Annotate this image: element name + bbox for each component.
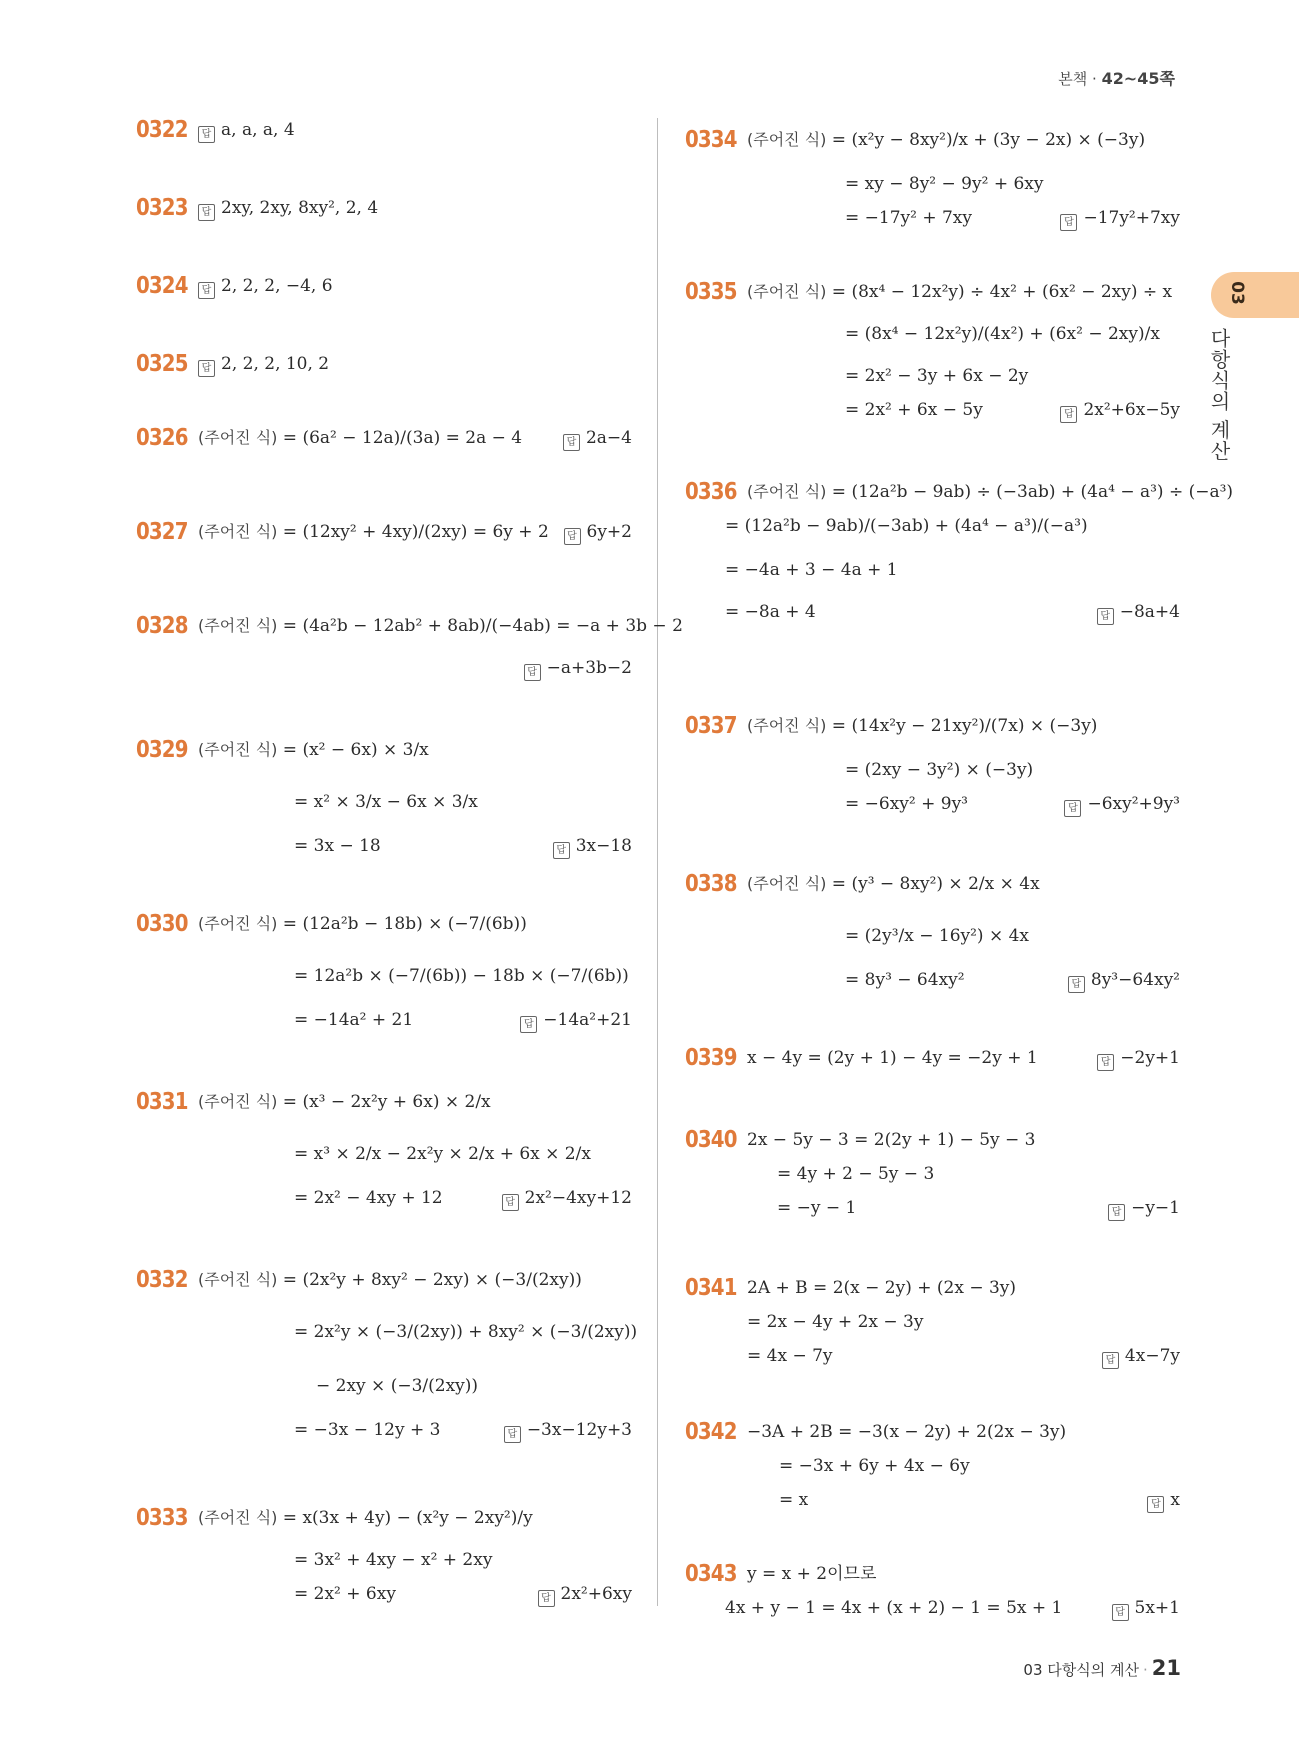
expression-text: = x² × 3/x − 6x × 3/x	[294, 792, 478, 812]
problem-number: 0331	[136, 1089, 188, 1115]
answer-text: −14a²+21	[543, 1010, 632, 1030]
expression-text: = (y³ − 8xy²) × 2/x × 4x	[826, 874, 1040, 894]
solution-line	[198, 1088, 491, 1116]
final-answer	[1102, 1342, 1180, 1370]
problem-number: 0338	[685, 871, 737, 897]
problem-number: 0325	[136, 351, 188, 377]
solution-line	[294, 1006, 413, 1034]
expression-text: y = x + 2이므로	[747, 1564, 877, 1584]
final-answer	[1112, 1594, 1180, 1622]
problem-number: 0323	[136, 195, 188, 221]
expression-text: = −3x − 12y + 3	[294, 1420, 441, 1440]
solution-line	[725, 512, 1088, 540]
solution-line	[294, 1416, 440, 1444]
answer-mark-icon: 답	[564, 528, 581, 545]
problem-number: 0324	[136, 273, 188, 299]
expression-text: = (2x²y + 8xy² − 2xy) × (−3/(2xy))	[277, 1270, 582, 1290]
answer-text: 3x−18	[575, 836, 632, 856]
solution-line	[845, 756, 1033, 784]
final-answer	[520, 1006, 632, 1034]
answer-mark-icon: 답	[538, 1590, 555, 1607]
solution-line	[725, 1594, 1062, 1622]
given-expression-label: (주어진 식)	[198, 428, 278, 447]
given-expression-label: (주어진 식)	[198, 1270, 278, 1289]
solution-line	[294, 962, 629, 990]
answer-mark-icon: 답	[198, 204, 215, 221]
answer-mark-icon: 답	[198, 126, 215, 143]
solution-line	[294, 788, 478, 816]
expression-text: = (4a²b − 12ab² + 8ab)/(−4ab) = −a + 3b − 2	[277, 616, 683, 636]
solution-line	[294, 1580, 396, 1608]
solution-line	[198, 612, 683, 640]
given-expression-label: (주어진 식)	[747, 874, 827, 893]
expression-text: = 4y + 2 − 5y − 3	[777, 1164, 935, 1184]
problem-number: 0327	[136, 519, 188, 545]
given-expression-label: (주어진 식)	[198, 522, 278, 541]
solution-line	[747, 478, 1233, 506]
answer-text: 4x−7y	[1124, 1346, 1180, 1366]
footer-chapter-title: 03 다항식의 계산	[1023, 1661, 1139, 1679]
problem-number: 0335	[685, 279, 737, 305]
expression-text: = −3x + 6y + 4x − 6y	[779, 1456, 970, 1476]
expression-text: = 2x² + 6xy	[294, 1584, 396, 1604]
expression-text: = xy − 8y² − 9y² + 6xy	[845, 174, 1044, 194]
expression-text: = (x³ − 2x²y + 6x) × 2/x	[277, 1092, 491, 1112]
expression-text: = (2xy − 3y²) × (−3y)	[845, 760, 1034, 780]
expression-text: = x	[779, 1490, 809, 1510]
expression-text: 2, 2, 2, 10, 2	[221, 354, 330, 374]
answer-text: −3x−12y+3	[526, 1420, 632, 1440]
solution-line	[845, 790, 968, 818]
expression-text: = 2x² − 3y + 6x − 2y	[845, 366, 1029, 386]
solution-line	[294, 1318, 637, 1346]
answer-mark-icon: 답	[1097, 608, 1114, 625]
final-answer	[1108, 1194, 1180, 1222]
expression-text: = −8a + 4	[725, 602, 816, 622]
problem-number: 0328	[136, 613, 188, 639]
answer-mark-icon: 답	[502, 1194, 519, 1211]
header-book: 본책	[1058, 70, 1088, 88]
expression-text: = 2x − 4y + 2x − 3y	[747, 1312, 924, 1332]
answer-text: −y−1	[1131, 1198, 1180, 1218]
expression-text: = (2y³/x − 16y²) × 4x	[845, 926, 1030, 946]
answer-mark-icon: 답	[520, 1016, 537, 1033]
chapter-tab-number: 03	[1226, 281, 1247, 305]
solution-line	[198, 116, 295, 144]
solution-line	[725, 598, 816, 626]
final-answer	[538, 1580, 632, 1608]
given-expression-label: (주어진 식)	[747, 282, 827, 301]
answer-mark-icon: 답	[1102, 1352, 1119, 1369]
problem-number: 0339	[685, 1045, 737, 1071]
solution-line	[747, 1274, 1016, 1302]
expression-text: −3A + 2B = −3(x − 2y) + 2(2x − 3y)	[747, 1422, 1067, 1442]
expression-text: = 12a²b × (−7/(6b)) − 18b × (−7/(6b))	[294, 966, 629, 986]
solution-line	[845, 170, 1043, 198]
header-pages: 42∼45쪽	[1101, 69, 1175, 88]
expression-text: = −17y² + 7xy	[845, 208, 973, 228]
solution-line	[779, 1452, 970, 1480]
answer-mark-icon: 답	[1064, 800, 1081, 817]
answer-text: x	[1170, 1490, 1180, 1510]
expression-text: = (x² − 6x) × 3/x	[277, 740, 429, 760]
final-answer	[553, 832, 632, 860]
expression-text: − 2xy × (−3/(2xy))	[316, 1376, 479, 1396]
solution-line	[198, 1504, 533, 1532]
solution-line	[316, 1372, 478, 1400]
solution-line	[198, 736, 429, 764]
answer-text: 8y³−64xy²	[1090, 970, 1180, 990]
page-number: 21	[1151, 1656, 1181, 1680]
solution-line	[747, 1418, 1066, 1446]
solution-line	[198, 910, 527, 938]
expression-text: 2, 2, 2, −4, 6	[221, 276, 333, 296]
footer-dot: ·	[1142, 1661, 1148, 1679]
given-expression-label: (주어진 식)	[747, 482, 827, 501]
solution-line	[747, 1044, 1038, 1072]
page-header	[1058, 66, 1175, 89]
final-answer	[1060, 204, 1180, 232]
expression-text: 2A + B = 2(x − 2y) + (2x − 3y)	[747, 1278, 1017, 1298]
expression-text: = (12a²b − 9ab)/(−3ab) + (4a⁴ − a³)/(−a³)	[725, 516, 1088, 536]
solution-line	[294, 1546, 492, 1574]
problem-number: 0336	[685, 479, 737, 505]
answer-text: −a+3b−2	[546, 658, 632, 678]
answer-text: 2x²+6xy	[560, 1584, 632, 1604]
solution-line	[747, 126, 1145, 154]
problem-number: 0330	[136, 911, 188, 937]
solution-line	[198, 1266, 582, 1294]
page-footer	[1023, 1656, 1181, 1680]
solution-line	[747, 1342, 833, 1370]
answer-mark-icon: 답	[198, 282, 215, 299]
expression-text: = (12a²b − 18b) × (−7/(6b))	[277, 914, 527, 934]
solution-line	[777, 1194, 856, 1222]
solution-line	[845, 204, 972, 232]
problem-number: 0329	[136, 737, 188, 763]
answer-mark-icon: 답	[1068, 976, 1085, 993]
expression-text: = (8x⁴ − 12x²y) ÷ 4x² + (6x² − 2xy) ÷ x	[826, 282, 1173, 302]
expression-text: = (x²y − 8xy²)/x + (3y − 2x) × (−3y)	[826, 130, 1146, 150]
final-answer	[564, 518, 632, 546]
expression-text: = 2x² + 6x − 5y	[845, 400, 983, 420]
header-separator: ·	[1092, 70, 1102, 88]
answer-text: 6y+2	[586, 522, 632, 542]
final-answer	[1068, 966, 1180, 994]
chapter-tab	[1211, 272, 1299, 318]
final-answer	[1147, 1486, 1180, 1514]
expression-text: = 3x − 18	[294, 836, 381, 856]
solution-line	[747, 1560, 876, 1588]
final-answer	[502, 1184, 632, 1212]
expression-text: = −6xy² + 9y³	[845, 794, 969, 814]
expression-text: = 2x² − 4xy + 12	[294, 1188, 443, 1208]
expression-text: = (6a² − 12a)/(3a) = 2a − 4	[277, 428, 523, 448]
given-expression-label: (주어진 식)	[198, 1092, 278, 1111]
answer-text: 5x+1	[1134, 1598, 1180, 1618]
given-expression-label: (주어진 식)	[198, 740, 278, 759]
final-answer	[504, 1416, 632, 1444]
expression-text: x − 4y = (2y + 1) − 4y = −2y + 1	[747, 1048, 1038, 1068]
expression-text: 2x − 5y − 3 = 2(2y + 1) − 5y − 3	[747, 1130, 1036, 1150]
solution-line	[779, 1486, 808, 1514]
answer-text: 2a−4	[585, 428, 632, 448]
expression-text: = 8y³ − 64xy²	[845, 970, 965, 990]
answer-mark-icon: 답	[553, 842, 570, 859]
column-divider	[657, 118, 658, 1606]
given-expression-label: (주어진 식)	[747, 130, 827, 149]
solution-line	[845, 396, 983, 424]
final-answer	[1064, 790, 1180, 818]
solution-line	[747, 1126, 1036, 1154]
solution-line	[198, 194, 378, 222]
answer-mark-icon: 답	[1097, 1054, 1114, 1071]
answer-mark-icon: 답	[1112, 1604, 1129, 1621]
answer-text: 2x²−4xy+12	[524, 1188, 632, 1208]
solution-line	[198, 518, 549, 546]
problem-number: 0341	[685, 1275, 737, 1301]
chapter-side-title: 다항식의 계산	[1207, 328, 1231, 462]
solution-line	[747, 870, 1040, 898]
answer-mark-icon: 답	[1108, 1204, 1125, 1221]
solution-line	[845, 922, 1029, 950]
given-expression-label: (주어진 식)	[198, 1508, 278, 1527]
problem-number: 0340	[685, 1127, 737, 1153]
solution-line	[294, 832, 381, 860]
problem-number: 0333	[136, 1505, 188, 1531]
solution-line	[198, 350, 329, 378]
expression-text: 2xy, 2xy, 8xy², 2, 4	[221, 198, 379, 218]
problem-number: 0343	[685, 1561, 737, 1587]
solution-line	[845, 966, 965, 994]
problem-number: 0337	[685, 713, 737, 739]
expression-text: a, a, a, 4	[221, 120, 295, 140]
solution-line	[198, 424, 522, 452]
given-expression-label: (주어진 식)	[747, 716, 827, 735]
answer-text: −8a+4	[1119, 602, 1180, 622]
solution-line	[845, 362, 1028, 390]
expression-text: = 2x²y × (−3/(2xy)) + 8xy² × (−3/(2xy))	[294, 1322, 638, 1342]
answer-mark-icon: 답	[563, 434, 580, 451]
final-answer	[563, 424, 632, 452]
final-answer	[1060, 396, 1180, 424]
expression-text: = (14x²y − 21xy²)/(7x) × (−3y)	[826, 716, 1098, 736]
expression-text: = 3x² + 4xy − x² + 2xy	[294, 1550, 493, 1570]
answer-mark-icon: 답	[1060, 214, 1077, 231]
final-answer	[1097, 1044, 1180, 1072]
expression-text: = (12a²b − 9ab) ÷ (−3ab) + (4a⁴ − a³) ÷ (−a³)	[826, 482, 1234, 502]
answer-text: 2x²+6x−5y	[1083, 400, 1180, 420]
problem-number: 0334	[685, 127, 737, 153]
expression-text: = (12xy² + 4xy)/(2xy) = 6y + 2	[277, 522, 549, 542]
solution-line	[294, 1184, 443, 1212]
expression-text: = −4a + 3 − 4a + 1	[725, 560, 898, 580]
problem-number: 0342	[685, 1419, 737, 1445]
problem-number: 0322	[136, 117, 188, 143]
answer-mark-icon: 답	[1060, 406, 1077, 423]
expression-text: = −y − 1	[777, 1198, 857, 1218]
solution-line	[747, 1308, 923, 1336]
final-answer	[1097, 598, 1180, 626]
solution-line	[777, 1160, 934, 1188]
solution-line	[725, 556, 898, 584]
given-expression-label: (주어진 식)	[198, 914, 278, 933]
answer-text: −2y+1	[1120, 1048, 1180, 1068]
expression-text: = −14a² + 21	[294, 1010, 414, 1030]
answer-text: −17y²+7xy	[1083, 208, 1180, 228]
expression-text: = x(3x + 4y) − (x²y − 2xy²)/y	[277, 1508, 533, 1528]
expression-text: = (8x⁴ − 12x²y)/(4x²) + (6x² − 2xy)/x	[845, 324, 1160, 344]
solution-line	[747, 278, 1172, 306]
answer-mark-icon: 답	[524, 664, 541, 681]
answer-mark-icon: 답	[198, 360, 215, 377]
solution-line	[747, 712, 1097, 740]
problem-number: 0332	[136, 1267, 188, 1293]
given-expression-label: (주어진 식)	[198, 616, 278, 635]
final-answer	[524, 654, 632, 682]
solution-line	[845, 320, 1160, 348]
answer-mark-icon: 답	[504, 1426, 521, 1443]
solution-line	[294, 1140, 591, 1168]
answer-text: −6xy²+9y³	[1087, 794, 1180, 814]
answer-mark-icon: 답	[1147, 1496, 1164, 1513]
expression-text: 4x + y − 1 = 4x + (x + 2) − 1 = 5x + 1	[725, 1598, 1063, 1618]
solution-line	[198, 272, 333, 300]
problem-number: 0326	[136, 425, 188, 451]
expression-text: = 4x − 7y	[747, 1346, 833, 1366]
expression-text: = x³ × 2/x − 2x²y × 2/x + 6x × 2/x	[294, 1144, 591, 1164]
